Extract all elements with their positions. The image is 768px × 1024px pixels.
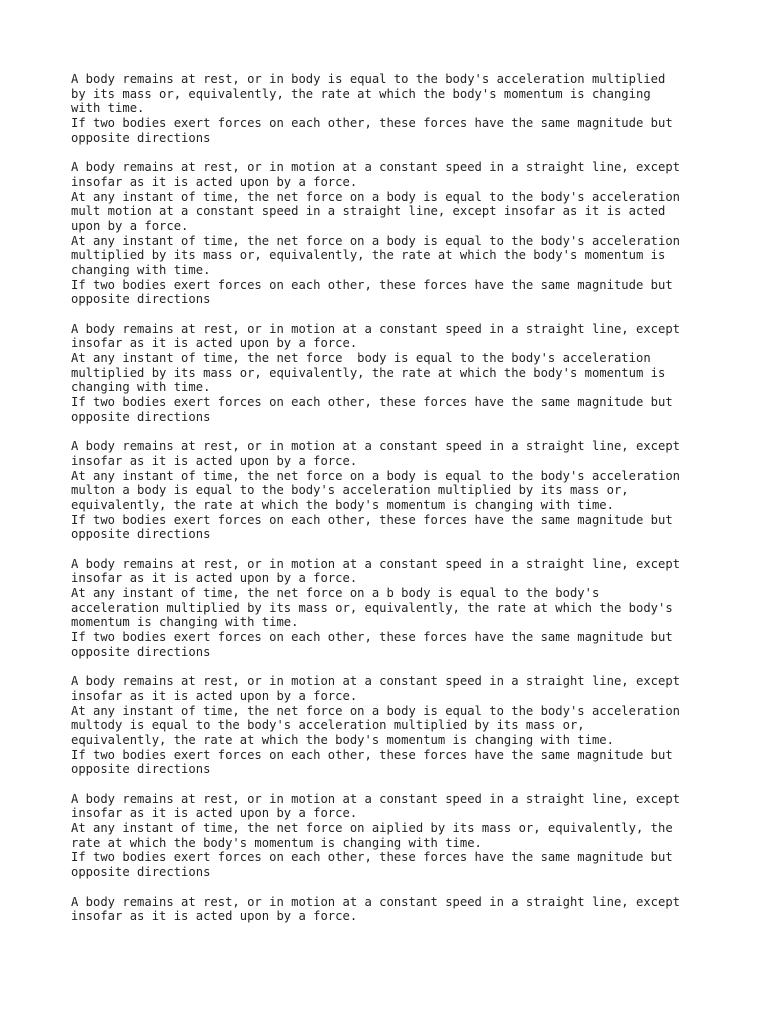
text-line: A body remains at rest, or in motion at a constant speed in a straight line, except (71, 439, 681, 454)
text-line: At any instant of time, the net force on aiplied by its mass or, equivalently, the (71, 821, 673, 836)
text-line: At any instant of time, the net force on a b body is equal to the body's (71, 586, 600, 601)
text-line: At any instant of time, the net force on a body is equal to the body's acceleration (71, 189, 681, 204)
text-line: opposite directions (71, 644, 211, 659)
text-line: If two bodies exert forces on each other, these forces have the same magnitude but (71, 630, 673, 645)
text-line: A body remains at rest, or in body is equal to the body's acceleration multiplied (71, 72, 666, 86)
text-line: insofar as it is acted upon by a force. (71, 571, 358, 586)
text-line: rate at which the body's momentum is changing with time. (71, 835, 482, 850)
text-line: insofar as it is acted upon by a force. (71, 909, 358, 924)
text-line: mult motion at a constant speed in a straight line, except insofar as it is acted (71, 204, 666, 219)
text-line: If two bodies exert forces on each other, these forces have the same magnitude but (71, 747, 673, 762)
text-line: At any instant of time, the net force body is equal to the body's acceleration (71, 351, 651, 366)
text-line: with time. (71, 101, 145, 116)
text-line: A body remains at rest, or in motion at a constant speed in a straight line, except (71, 674, 681, 689)
text-line: insofar as it is acted upon by a force. (71, 336, 358, 351)
text-line: opposite directions (71, 762, 211, 777)
text-line: If two bodies exert forces on each other, these forces have the same magnitude but (71, 277, 673, 292)
text-line: insofar as it is acted upon by a force. (71, 174, 358, 189)
text-line: insofar as it is acted upon by a force. (71, 806, 358, 821)
text-line: A body remains at rest, or in motion at a constant speed in a straight line, except (71, 791, 681, 806)
paragraph (71, 557, 731, 660)
text-line: A body remains at rest, or in motion at a constant speed in a straight line, except (71, 321, 681, 336)
paragraph (71, 322, 731, 425)
paragraph (71, 439, 731, 542)
text-line: multody is equal to the body's acceleration multiplied by its mass or, (71, 718, 585, 733)
paragraph (71, 160, 731, 307)
text-line: equivalently, the rate at which the body's momentum is changing with time. (71, 497, 614, 512)
text-line: At any instant of time, the net force on a body is equal to the body's acceleration (71, 468, 681, 483)
text-line: If two bodies exert forces on each other, these forces have the same magnitude but (71, 512, 673, 527)
text-line: A body remains at rest, or in motion at a constant speed in a straight line, except (71, 894, 681, 909)
text-line: If two bodies exert forces on each other, these forces have the same magnitude but (71, 850, 673, 865)
text-line: insofar as it is acted upon by a force. (71, 688, 358, 703)
paragraph (71, 72, 731, 145)
text-line: opposite directions (71, 130, 211, 145)
text-line: changing with time. (71, 262, 211, 277)
text-line: momentum is changing with time. (71, 615, 299, 630)
text-line: multon a body is equal to the body's acceleration multiplied by its mass or, (71, 483, 629, 498)
text-line: If two bodies exert forces on each other, these forces have the same magnitude but (71, 116, 673, 131)
text-line: If two bodies exert forces on each other, these forces have the same magnitude but (71, 395, 673, 410)
text-line: opposite directions (71, 865, 211, 880)
paragraph (71, 895, 731, 924)
text-line: by its mass or, equivalently, the rate at which the body's momentum is changing (71, 86, 651, 101)
text-line: multiplied by its mass or, equivalently, the rate at which the body's momentum is (71, 248, 666, 263)
text-line: changing with time. (71, 380, 211, 395)
text-line: At any instant of time, the net force on a body is equal to the body's acceleration (71, 233, 681, 248)
text-line: upon by a force. (71, 218, 189, 233)
text-line: A body remains at rest, or in motion at a constant speed in a straight line, except (71, 160, 681, 175)
text-line: multiplied by its mass or, equivalently, the rate at which the body's momentum is (71, 365, 666, 380)
paragraph (71, 674, 731, 777)
document-page (71, 72, 731, 939)
text-line: At any instant of time, the net force on a body is equal to the body's acceleration (71, 703, 681, 718)
text-line: equivalently, the rate at which the body's momentum is changing with time. (71, 732, 614, 747)
text-line: acceleration multiplied by its mass or, equivalently, the rate at which the body's (71, 600, 673, 615)
text-line: A body remains at rest, or in motion at a constant speed in a straight line, except (71, 556, 681, 571)
paragraph (71, 792, 731, 880)
text-line: opposite directions (71, 527, 211, 542)
text-line: opposite directions (71, 409, 211, 424)
text-line: opposite directions (71, 292, 211, 307)
text-line: insofar as it is acted upon by a force. (71, 453, 358, 468)
